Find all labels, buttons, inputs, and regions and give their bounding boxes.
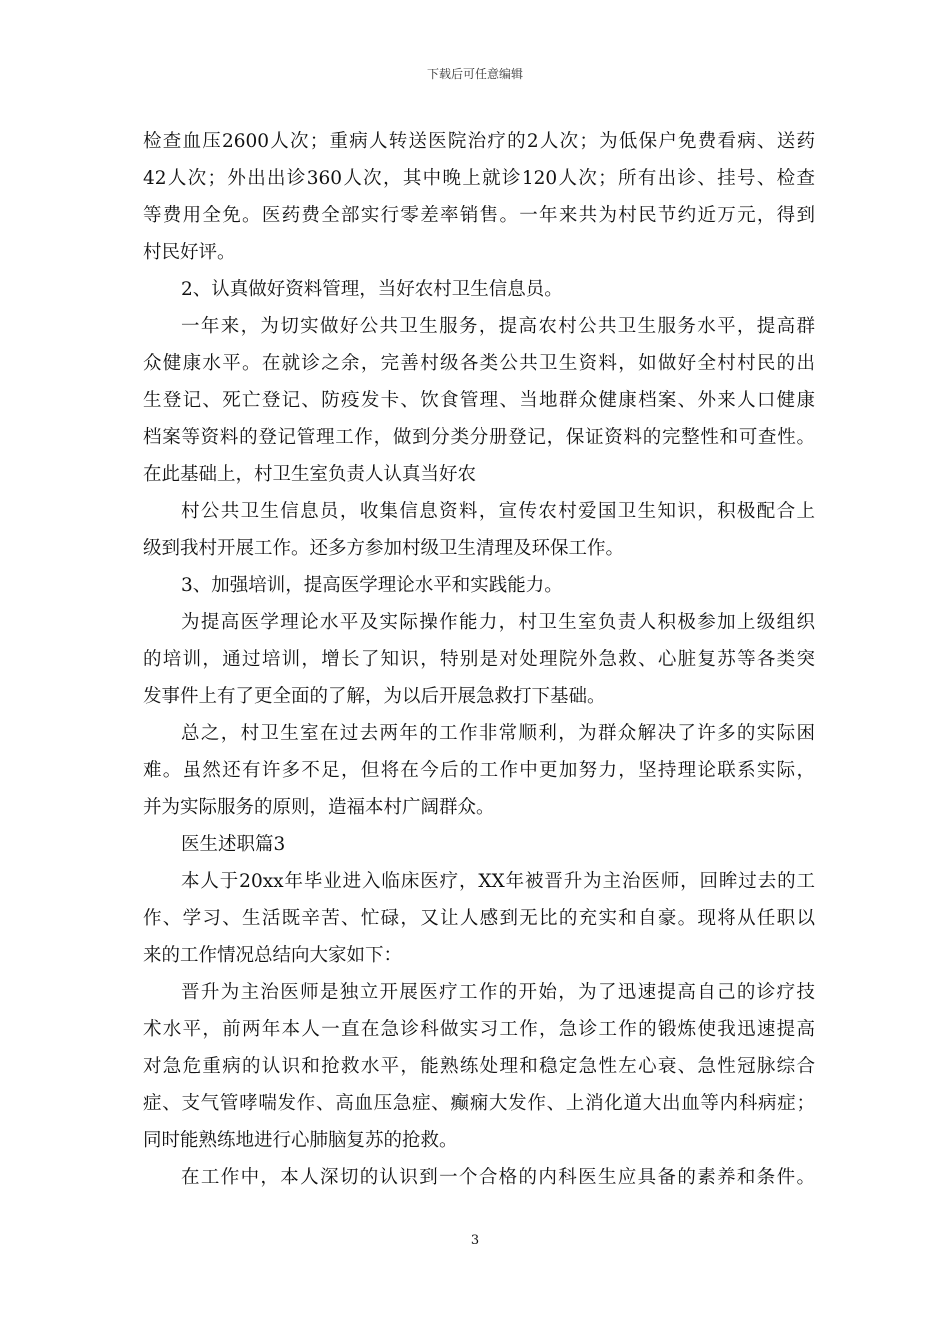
text-line: 生登记、死亡登记、防疫发卡、饮食管理、当地群众健康档案、外来人口健康	[143, 390, 815, 411]
text-line: 本人于20xx年毕业进入临床医疗，XX年被晋升为主治医师，回眸过去的工	[181, 871, 815, 892]
text-line: 在工作中，本人深切的认识到一个合格的内科医生应具备的素养和条件。	[181, 1167, 815, 1188]
text-line: 同时能熟练地进行心肺脑复苏的抢救。	[143, 1130, 458, 1151]
text-line: 为提高医学理论水平及实际操作能力，村卫生室负责人积极参加上级组织	[181, 612, 815, 633]
page-number: 3	[470, 1233, 480, 1248]
text-line: 42人次；外出出诊360人次，其中晚上就诊120人次；所有出诊、挂号、检查	[143, 168, 815, 189]
text-line: 档案等资料的登记管理工作，做到分类分册登记，保证资料的完整性和可查性。	[143, 427, 815, 448]
text-line: 级到我村开展工作。还多方参加村级卫生清理及环保工作。	[143, 538, 625, 559]
text-line: 症、支气管哮喘发作、高血压急症、癫痫大发作、上消化道大出血等内科病症；	[143, 1093, 815, 1114]
text-line: 术水平，前两年本人一直在急诊科做实习工作，急诊工作的锻炼使我迅速提高	[143, 1019, 815, 1040]
text-line: 发事件上有了更全面的了解，为以后开展急救打下基础。	[143, 686, 606, 707]
text-line: 2、认真做好资料管理，当好农村卫生信息员。	[181, 279, 563, 300]
text-line: 在此基础上，村卫生室负责人认真当好农	[143, 464, 477, 485]
text-line: 3、加强培训，提高医学理论水平和实践能力。	[181, 575, 563, 596]
document-body	[143, 123, 815, 1196]
text-line: 的培训，通过培训，增长了知识，特别是对处理院外急救、心脏复苏等各类突	[143, 649, 815, 670]
text-line: 对急危重病的认识和抢救水平，能熟练处理和稳定急性左心衰、急性冠脉综合	[143, 1056, 815, 1077]
text-line: 总之，村卫生室在过去两年的工作非常顺利，为群众解决了许多的实际困	[181, 723, 815, 744]
text-line: 等费用全免。医药费全部实行零差率销售。一年来共为村民节约近万元，得到	[143, 205, 815, 226]
page-header: 下载后可任意编辑	[426, 67, 523, 81]
text-line: 检查血压2600人次；重病人转送医院治疗的2人次；为低保户免费看病、送药	[143, 131, 815, 152]
text-line: 晋升为主治医师是独立开展医疗工作的开始，为了迅速提高自己的诊疗技	[181, 982, 815, 1003]
text-line: 作、学习、生活既辛苦、忙碌，又让人感到无比的充实和自豪。现将从任职以	[143, 908, 815, 929]
text-line: 医生述职篇3	[181, 834, 286, 855]
text-line: 难。虽然还有许多不足，但将在今后的工作中更加努力，坚持理论联系实际，	[143, 760, 815, 781]
text-line: 村民好评。	[143, 242, 236, 263]
text-line: 一年来，为切实做好公共卫生服务，提高农村公共卫生服务水平，提高群	[181, 316, 815, 337]
text-line: 村公共卫生信息员，收集信息资料，宣传农村爱国卫生知识，积极配合上	[181, 501, 815, 522]
text-line: 众健康水平。在就诊之余，完善村级各类公共卫生资料，如做好全村村民的出	[143, 353, 815, 374]
text-line: 来的工作情况总结向大家如下：	[143, 945, 403, 966]
text-line: 并为实际服务的原则，造福本村广阔群众。	[143, 797, 495, 818]
